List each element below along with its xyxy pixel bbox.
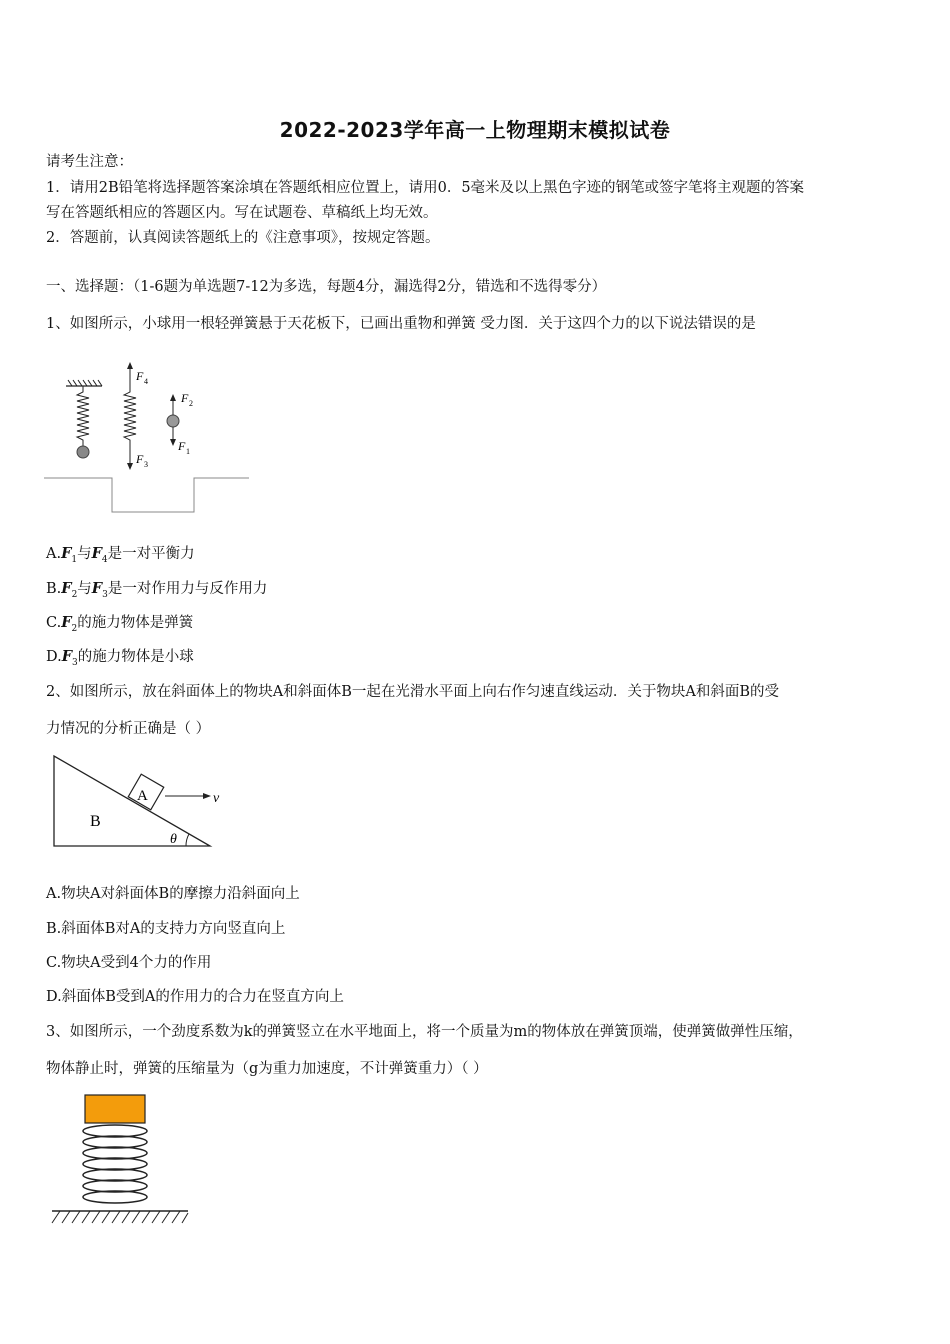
q1-option-d: $D.F_3$的施力物体是小球 <box>46 648 194 668</box>
q3-stem-line-1: 3、如图所示，一个劲度系数为k的弹簧竖立在水平地面上，将一个质量为m的物体放在弹簧顶端，使弹簧做弹性压缩， <box>46 1024 803 1040</box>
label-f4-sub: 4 <box>144 377 148 386</box>
q2-incline-figure <box>48 752 218 852</box>
q1-option-c: $C.F_2$的施力物体是弹簧 <box>46 614 194 634</box>
incline-b-label: B <box>90 813 101 830</box>
q2-option-a: A.物块A对斜面体B的摩擦力沿斜面向上 <box>46 886 300 902</box>
q1-option-b: $B.F_2$与$F_3$是一对作用力与反作用力 <box>46 580 268 600</box>
notice-line-1: 1．请用2B铅笔将选择题答案涂填在答题纸相应位置上，请用0．5毫米及以上黑色字迹的钢笔或签字笔将主观题的答案 <box>46 180 805 196</box>
ground-hatch <box>52 1211 188 1223</box>
angle-theta-label: θ <box>170 832 177 847</box>
label-f3-sub: 3 <box>144 460 148 469</box>
q3-stem-line-2: 物体静止时，弹簧的压缩量为（g为重力加速度，不计弹簧重力）（ ） <box>46 1061 488 1077</box>
document-title: 2022-2023学年高一上物理期末模拟试卷 <box>279 118 671 142</box>
q2-stem-line-2: 力情况的分析正确是（ ） <box>46 721 211 737</box>
q3-spring-block-figure <box>50 1092 190 1227</box>
q2-option-d: D.斜面体B受到A的作用力的合力在竖直方向上 <box>46 989 344 1005</box>
label-f4: F <box>136 369 144 383</box>
section-heading: 一、选择题：（1-6题为单选题7-12为多选，每题4分，漏选得2分，错选和不选得零分） <box>46 279 607 295</box>
q2-stem-line-1: 2、如图所示，放在斜面体上的物块A和斜面体B一起在光滑水平面上向右作匀速直线运动．关于物块A和斜面B的受 <box>46 684 779 700</box>
q2-option-c: C.物块A受到4个力的作用 <box>46 955 212 971</box>
mass-block <box>85 1095 145 1123</box>
label-f3: F <box>136 452 144 466</box>
label-f2: F <box>181 391 189 405</box>
q1-option-a: $A.F_1$与$F_4$是一对平衡力 <box>46 545 195 565</box>
label-f1-sub: 1 <box>186 447 190 456</box>
block-a-label: A <box>137 788 148 804</box>
notice-line-3: 2．答题前，认真阅读答题纸上的《注意事项》，按规定答题。 <box>46 230 440 246</box>
label-f1: F <box>178 439 186 453</box>
q2-option-b: B.斜面体B对A的支持力方向竖直向上 <box>46 921 286 937</box>
q1-stem: 1、如图所示，小球用一根轻弹簧悬于天花板下，已画出重物和弹簧 受力图．关于这四个力的以下说法错误的是 <box>46 316 756 332</box>
coil-spring <box>83 1125 147 1203</box>
notice-heading: 请考生注意： <box>46 154 133 170</box>
velocity-label: v <box>213 791 220 806</box>
label-f2-sub: 2 <box>189 399 193 408</box>
notice-line-2: 写在答题纸相应的答题区内。写在试题卷、草稿纸上均无效。 <box>46 205 438 221</box>
q1-spring-ball-figure <box>44 358 249 516</box>
